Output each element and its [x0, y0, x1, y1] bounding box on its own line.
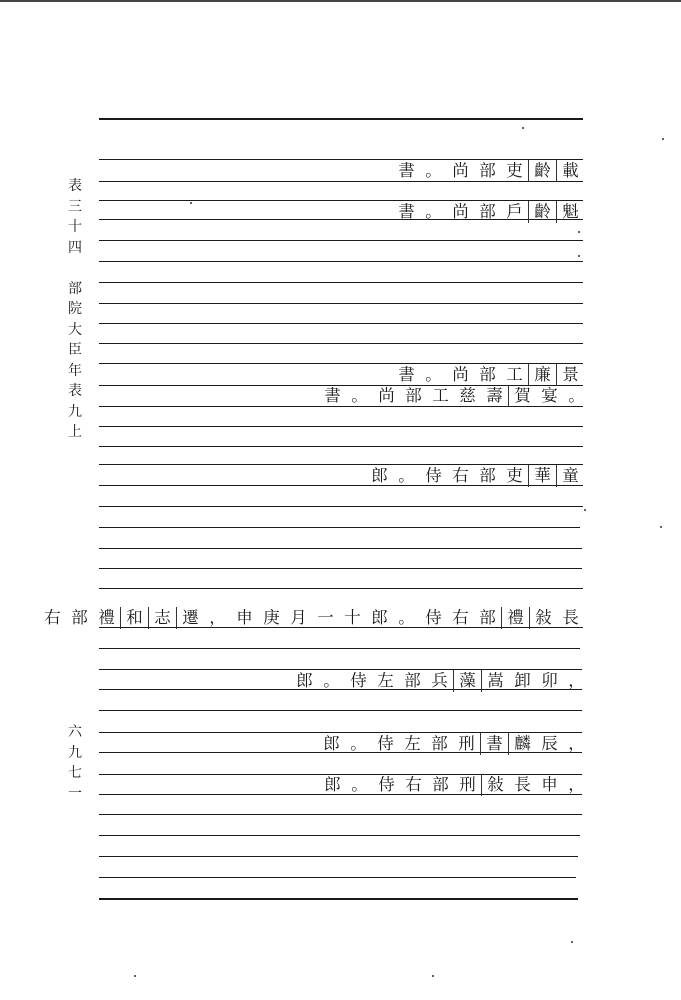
entry-char: 郎: [296, 671, 313, 690]
entry-char: 童: [556, 465, 584, 487]
entry-char: 宴: [541, 386, 558, 405]
entry-char: 部: [479, 608, 496, 627]
entry-char: 左: [404, 734, 421, 753]
entry-char: 卯: [541, 671, 558, 690]
entry-char: 工: [432, 386, 449, 405]
entry-char: 侍: [377, 734, 394, 753]
entry-char: 申: [541, 775, 558, 794]
entry-char: 長: [514, 775, 531, 794]
entry-char: 部: [404, 671, 421, 690]
entry-char: 敍: [529, 607, 557, 629]
page-number-char: 九: [68, 744, 82, 761]
entry-char: 書: [480, 733, 508, 755]
entry-char: 。: [425, 202, 442, 221]
entry-char: 。: [350, 734, 367, 753]
entry-char: 申: [236, 608, 253, 627]
ink-speck: [134, 975, 136, 977]
entry-char: 書: [398, 365, 415, 384]
table-row: [366, 465, 584, 487]
table-rule: [99, 898, 578, 900]
table-row: [393, 364, 584, 386]
entry-char: 齡: [528, 201, 556, 223]
entry-char: 部: [71, 608, 88, 627]
entry-char: 吏: [506, 466, 523, 485]
entry-char: 郎: [324, 775, 341, 794]
table-rule: [99, 303, 583, 304]
entry-char: 景: [556, 364, 584, 386]
table-row: [39, 607, 584, 629]
table-rule: [99, 118, 583, 120]
margin-title-char: 大: [68, 321, 82, 338]
entry-char: 。: [425, 365, 442, 384]
margin-title-char: 臣: [68, 342, 82, 358]
margin-title-char: 十: [68, 219, 82, 235]
ink-speck: [660, 526, 662, 528]
ink-speck: [571, 941, 573, 943]
entry-char: 慈: [459, 386, 476, 405]
ink-speck: [432, 975, 434, 977]
ink-speck: [584, 509, 586, 511]
table-row: [318, 733, 590, 755]
entry-char: 書: [398, 202, 415, 221]
entry-char: 。: [398, 466, 415, 485]
entry-char: 齡: [528, 160, 556, 182]
entry-char: 刑: [459, 775, 476, 794]
entry-char: 部: [405, 386, 422, 405]
table-rule: [99, 446, 583, 447]
entry-char: 敍: [481, 774, 509, 796]
entry-char: 右: [452, 466, 469, 485]
margin-title-char: 年: [68, 362, 82, 379]
entry-char: 嵩: [481, 670, 509, 692]
entry-char: 卸: [514, 671, 531, 690]
entry-char: 。: [323, 671, 340, 690]
entry-char: ，: [568, 671, 585, 690]
table-row: [291, 670, 590, 692]
entry-char: ，: [568, 734, 585, 753]
entry-char: 侍: [378, 775, 395, 794]
entry-char: 部: [479, 365, 496, 384]
entry-char: 志: [148, 607, 176, 629]
entry-char: 左: [377, 671, 394, 690]
entry-char: 禮: [501, 607, 529, 629]
table-rule: [99, 506, 583, 507]
table-rule: [99, 548, 582, 549]
margin-title-char: 九: [68, 403, 82, 420]
entry-char: 賀: [508, 385, 536, 407]
entry-char: 。: [351, 386, 368, 405]
entry-char: ，: [568, 775, 585, 794]
entry-char: 侍: [425, 608, 442, 627]
entry-char: 載: [556, 160, 584, 182]
page-number-char: 六: [68, 724, 82, 740]
table-rule: [99, 527, 580, 528]
table-row: [319, 385, 590, 407]
entry-char: 。: [568, 386, 585, 405]
entry-char: 壽: [486, 386, 503, 405]
margin-title-char: 上: [68, 424, 82, 440]
entry-char: 尚: [378, 386, 395, 405]
table-row: [319, 774, 590, 796]
entry-char: 戶: [506, 202, 523, 221]
entry-char: 廉: [528, 364, 556, 386]
entry-char: 禮: [98, 608, 115, 627]
entry-char: 尚: [452, 202, 469, 221]
entry-char: 麟: [508, 733, 536, 755]
entry-char: 郎: [323, 734, 340, 753]
entry-char: 尚: [452, 365, 469, 384]
table-rule: [99, 323, 583, 324]
entry-char: 月: [290, 608, 307, 627]
entry-char: 刑: [458, 734, 475, 753]
entry-char: 工: [506, 365, 523, 384]
entry-char: 。: [425, 161, 442, 180]
entry-char: 十: [344, 608, 361, 627]
ink-speck: [578, 231, 580, 233]
entry-char: 庚: [263, 608, 280, 627]
entry-char: 書: [324, 386, 341, 405]
margin-title-char: 部: [68, 280, 82, 297]
ink-speck: [662, 138, 664, 140]
entry-char: 魁: [556, 201, 584, 223]
entry-char: 。: [351, 775, 368, 794]
entry-char: 和: [120, 607, 148, 629]
table-rule: [99, 588, 583, 589]
ink-speck: [522, 127, 524, 129]
entry-char: 侍: [425, 466, 442, 485]
margin-title-char: 四: [68, 239, 82, 256]
entry-char: 右: [44, 608, 61, 627]
table-row: [393, 201, 584, 223]
entry-char: 一: [317, 608, 334, 627]
table-rule: [99, 568, 582, 569]
table-rule: [99, 426, 583, 427]
table-rule: [99, 240, 583, 241]
entry-char: 郎: [371, 466, 388, 485]
entry-char: 書: [398, 161, 415, 180]
table-rule: [99, 814, 582, 815]
entry-char: 華: [528, 465, 556, 487]
table-rule: [99, 877, 576, 878]
table-rule: [99, 282, 583, 283]
entry-char: 部: [432, 775, 449, 794]
entry-char: 部: [479, 466, 496, 485]
page-number-char: 七: [68, 765, 82, 781]
entry-char: 部: [431, 734, 448, 753]
entry-char: 遷: [176, 607, 204, 629]
margin-title-char: 三: [68, 198, 82, 215]
table-rule: [99, 343, 583, 344]
entry-char: 郎: [371, 608, 388, 627]
entry-char: 兵: [431, 671, 448, 690]
page-number-char: 一: [68, 785, 82, 802]
entry-char: 尚: [452, 161, 469, 180]
margin-title-char: 表: [68, 178, 82, 194]
entry-char: 藻: [453, 670, 481, 692]
table-rule: [99, 835, 580, 836]
table-rule: [99, 710, 582, 711]
table-rule: [99, 648, 580, 649]
entry-char: 部: [479, 161, 496, 180]
margin-title-char: 表: [68, 383, 82, 399]
entry-char: 侍: [350, 671, 367, 690]
entry-char: 部: [479, 202, 496, 221]
entry-char: 吏: [506, 161, 523, 180]
entry-char: 長: [562, 608, 579, 627]
entry-char: 。: [398, 608, 415, 627]
ink-speck: [190, 202, 192, 204]
table-row: [393, 160, 584, 182]
table-rule: [99, 261, 583, 262]
entry-char: 辰: [541, 734, 558, 753]
entry-char: 右: [452, 608, 469, 627]
table-rule: [99, 856, 578, 857]
ink-speck: [578, 255, 580, 257]
entry-char: 右: [405, 775, 422, 794]
entry-char: ，: [209, 608, 226, 627]
margin-title-char: 院: [68, 301, 82, 317]
